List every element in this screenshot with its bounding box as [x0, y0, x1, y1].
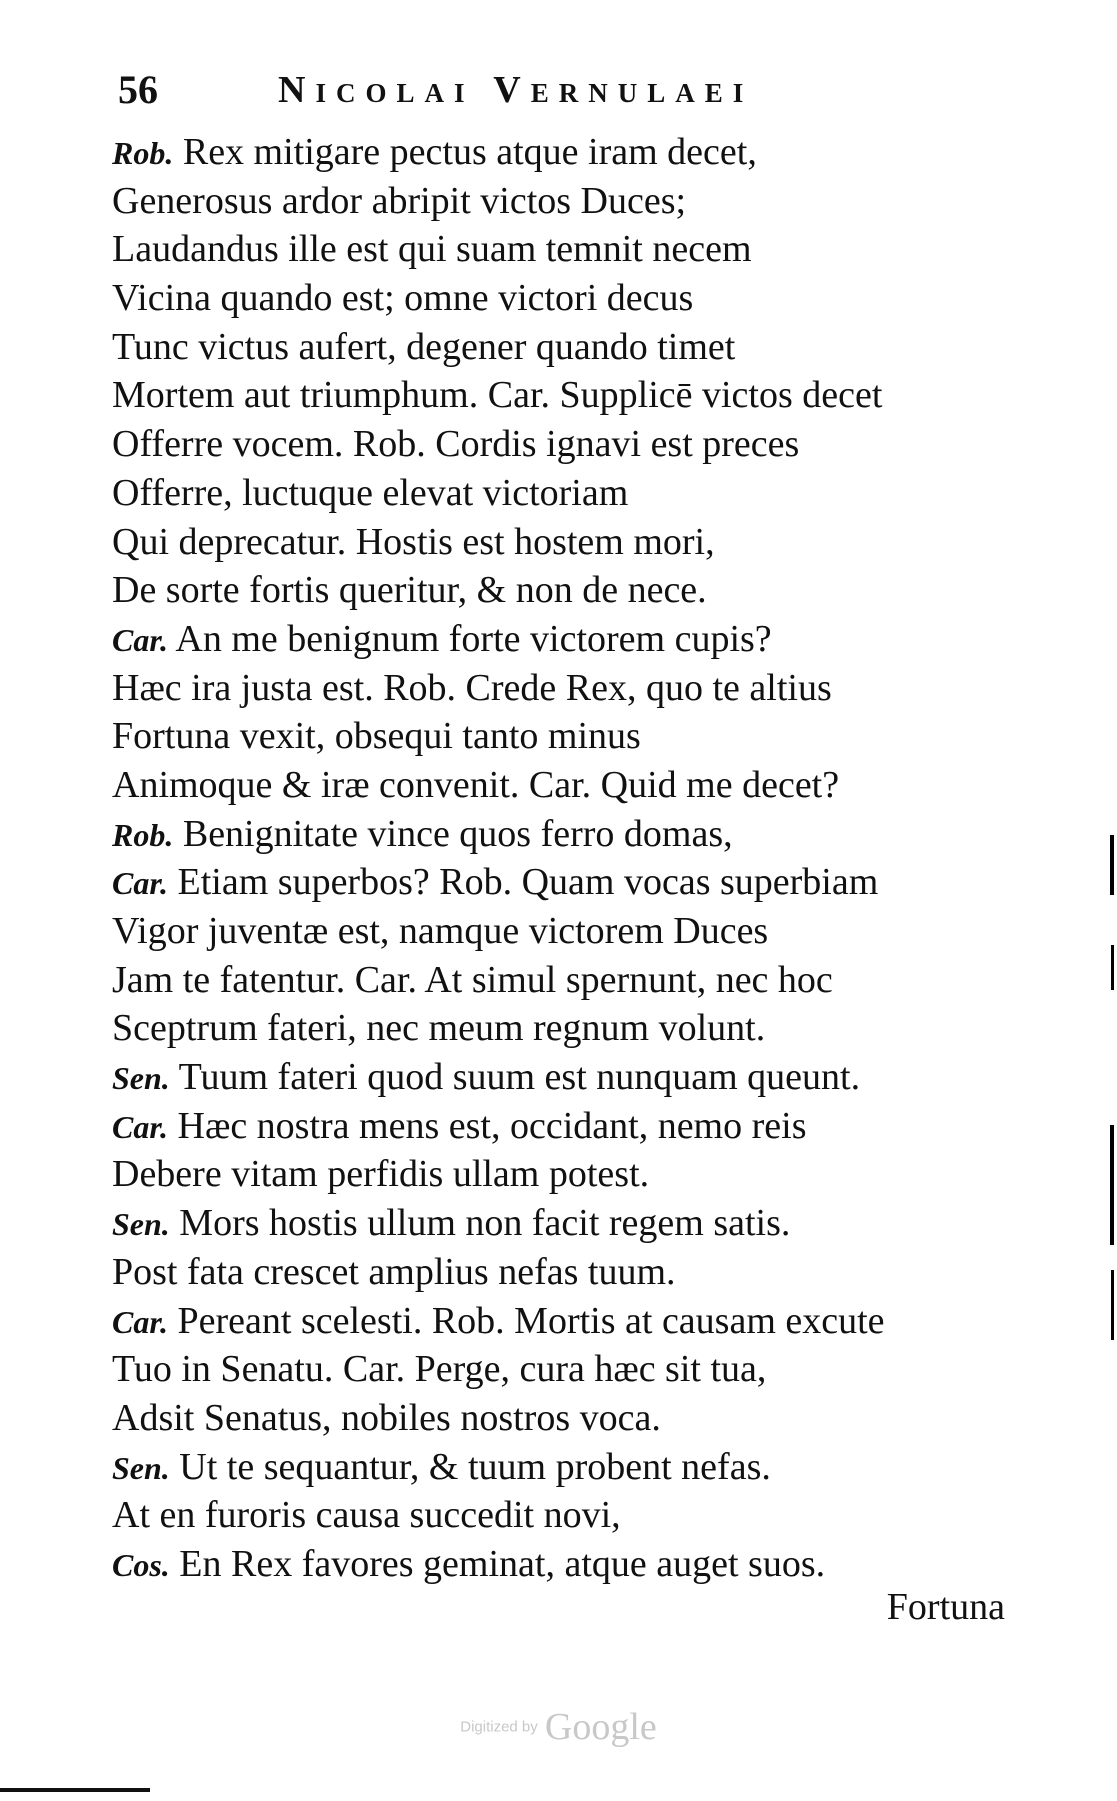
- bottom-rule: [0, 1788, 150, 1792]
- verse-text: Jam te fatentur. Car. At simul spernunt, nec hoc: [112, 958, 833, 1001]
- page-edge-mark: [1110, 1125, 1114, 1245]
- verse-text: Fortuna vexit, obsequi tanto minus: [112, 715, 641, 758]
- verse-line: [112, 1297, 1012, 1346]
- speaker-tag: Rob.: [112, 135, 174, 171]
- verse-text: Mors hostis ullum non facit regem satis.: [169, 1202, 791, 1245]
- verse-text: Sceptrum fateri, nec meum regnum volunt.: [112, 1007, 766, 1050]
- verse-line: [112, 664, 1012, 713]
- verse-text: Mortem aut triumphum. Car. Supplicē victos decet: [112, 374, 883, 417]
- verse-line: [112, 1053, 1012, 1102]
- verse-text: Rex mitigare pectus atque iram decet,: [173, 131, 757, 173]
- verse-text: Offerre vocem. Rob. Cordis ignavi est preces: [112, 423, 800, 466]
- verse-text: Tuo in Senatu. Car. Perge, cura hæc sit tua,: [112, 1348, 767, 1391]
- verse-line: [112, 323, 1012, 372]
- verse-line: [112, 907, 1012, 956]
- verse-line: [112, 1004, 1012, 1053]
- verse-line: [112, 1540, 1012, 1589]
- verse-line: [112, 858, 1012, 907]
- digitized-brand: Google: [544, 1706, 657, 1748]
- verse-text: Adsit Senatus, nobiles nostros voca.: [112, 1396, 661, 1439]
- verse-line: [112, 1102, 1012, 1151]
- speaker-tag: Rob.: [112, 816, 174, 853]
- page-number: 56: [118, 67, 158, 112]
- verse-line: [112, 1199, 1012, 1248]
- verse-text: Post fata crescet amplius nefas tuum.: [112, 1250, 676, 1293]
- verse-text: Pereant scelesti. Rob. Mortis at causam excute: [168, 1299, 885, 1342]
- digitized-watermark: [0, 1705, 1117, 1749]
- verse-line: [112, 420, 1012, 469]
- verse-text: Laudandus ille est qui suam temnit necem: [112, 228, 752, 271]
- speaker-tag: Car.: [112, 1303, 169, 1340]
- verse-text: At en furoris causa succedit novi,: [112, 1494, 621, 1537]
- verse-line: [112, 1443, 1012, 1492]
- page-edge-mark: [1111, 1270, 1114, 1340]
- verse-line: [112, 615, 1012, 664]
- digitized-prefix: Digitized by: [460, 1718, 538, 1736]
- speaker-tag: Car.: [112, 865, 169, 902]
- verse-line: [112, 956, 1012, 1005]
- verse-line: [112, 177, 1012, 226]
- speaker-tag: Cos.: [112, 1546, 170, 1583]
- verse-text: Vigor juventæ est, namque victorem Duces: [112, 910, 769, 952]
- verse-text: Vicina quando est; omne victori decus: [112, 277, 694, 320]
- verse-line: [112, 1150, 1012, 1199]
- verse-line: [112, 566, 1012, 615]
- verse-text: Qui deprecatur. Hostis est hostem mori,: [112, 520, 715, 563]
- verse-text: En Rex favores geminat, atque auget suos.: [169, 1542, 826, 1585]
- running-head: Nicolai Vernulaei: [278, 69, 754, 111]
- verse-text: An me benignum forte victorem cupis?: [168, 617, 772, 660]
- page-header: [118, 66, 878, 122]
- verse-line: [112, 518, 1012, 567]
- verse-line: [112, 761, 1012, 810]
- verse-text: De sorte fortis queritur, & non de nece.: [112, 569, 707, 612]
- verse-line: [112, 469, 1012, 518]
- verse-text: Tuum fateri quod suum est nunquam queunt.: [169, 1056, 861, 1099]
- verse-text: Hæc ira justa est. Rob. Crede Rex, quo te altius: [112, 666, 832, 709]
- verse-line: [112, 1248, 1012, 1297]
- verse-text: Benignitate vince quos ferro domas,: [173, 812, 733, 855]
- page-edge-mark: [1110, 835, 1114, 895]
- verse-line: [112, 1394, 1012, 1443]
- verse-line: [112, 371, 1012, 420]
- page-edge-mark: [1111, 945, 1114, 990]
- verse-text: Hæc nostra mens est, occidant, nemo reis: [168, 1104, 807, 1147]
- speaker-tag: Car.: [112, 621, 169, 658]
- verse-text: Animoque & iræ convenit. Car. Quid me decet?: [112, 763, 840, 806]
- verse-text: Debere vitam perfidis ullam potest.: [112, 1153, 650, 1196]
- verse-line: [112, 1345, 1012, 1394]
- verse-line: [112, 1491, 1012, 1540]
- verse-text: Offerre, luctuque elevat victoriam: [112, 471, 629, 514]
- speaker-tag: Sen.: [112, 1206, 170, 1243]
- verse-block: [112, 128, 1012, 1589]
- catchword: Fortuna: [886, 1586, 1005, 1628]
- verse-line: [112, 225, 1012, 274]
- verse-line: [112, 810, 1012, 859]
- verse-line: [112, 128, 1012, 177]
- speaker-tag: Sen.: [112, 1449, 170, 1486]
- verse-text: Tunc victus aufert, degener quando timet: [112, 325, 736, 368]
- speaker-tag: Car.: [112, 1108, 169, 1145]
- verse-text: Ut te sequantur, & tuum probent nefas.: [169, 1445, 771, 1488]
- verse-line: [112, 274, 1012, 323]
- verse-text: Etiam superbos? Rob. Quam vocas superbiam: [168, 861, 879, 904]
- speaker-tag: Sen.: [112, 1060, 170, 1097]
- verse-text: Generosus ardor abripit victos Duces;: [112, 179, 687, 222]
- verse-line: [112, 712, 1012, 761]
